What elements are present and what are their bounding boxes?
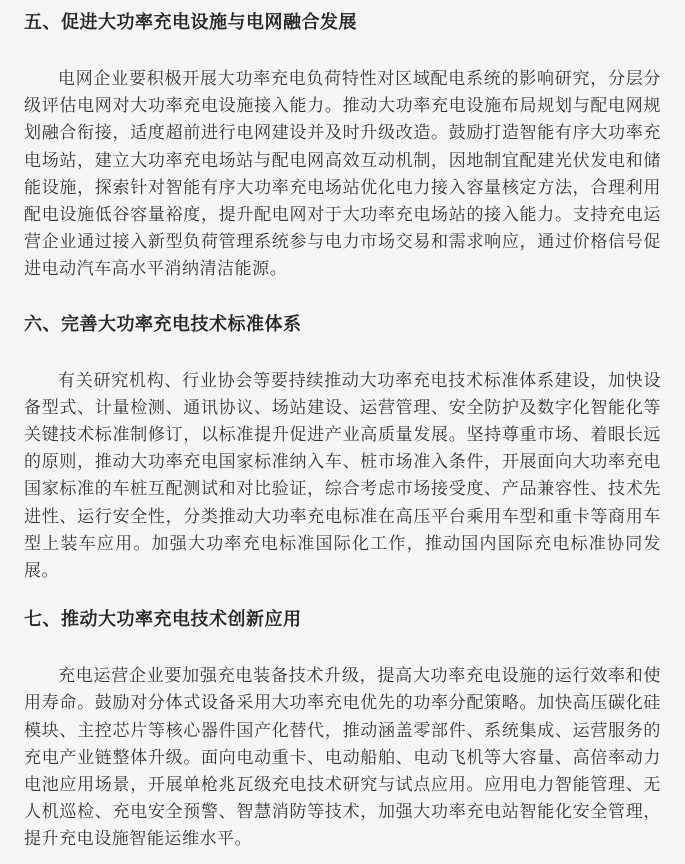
section-7-tech-innovation [24,606,661,852]
section-heading: 六、完善大功率充电技术标准体系 [24,313,302,334]
section-heading: 七、推动大功率充电技术创新应用 [24,609,302,630]
section-6-standards-system [24,311,661,585]
section-paragraph: 有关研究机构、行业协会等要持续推动大功率充电技术标准体系建设，加快设备型式、计量检测、通讯协议、场站建设、运营管理、安全防护及数字化智能化等关键技术标准制修订，以标准提升促进产业高质量发展。坚持尊重市场、着眼长远的原则，推动大功率充电国家标准纳入车、桩市场准入条件，开展面向大功率充电国家标准的车桩互配测试和对比验证，综合考虑市场接受度、产品兼容性、技术先进性、运行安全性，分类推动大功率充电标准在高压平台乘用车型和重卡等商用车型上装车应用。加强大功率充电标准国际化工作，推动国内国际充电标准协同发展。 [24,370,661,581]
section-paragraph: 充电运营企业要加强充电装备技术升级，提高大功率充电设施的运行效率和使用寿命。鼓励对分体式设备采用大功率充电优先的功率分配策略。加快高压碳化硅模块、主控芯片等核心器件国产化替代，推动涵盖零部件、系统集成、运营服务的充电产业链整体升级。面向电动重卡、电动船舶、电动飞机等大容量、高倍率动力电池应用场景，开展单枪兆瓦级充电技术研究与试点应用。应用电力智能管理、无人机巡检、充电安全预警、智慧消防等技术，加强大功率充电站智能化安全管理，提升充电设施智能运维水平。 [24,666,661,849]
section-5-grid-integration [24,9,661,283]
section-paragraph: 电网企业要积极开展大功率充电负荷特性对区域配电系统的影响研究，分层分级评估电网对大功率充电设施接入能力。推动大功率充电设施布局规划与配电网规划融合衔接，适度超前进行电网建设并及时升级改造。鼓励打造智能有序大功率充电场站，建立大功率充电场站与配电网高效互动机制，因地制宜配建光伏发电和储能设施，探索针对智能有序大功率充电场站优化电力接入容量核定方法，合理利用配电设施低谷容量裕度，提升配电网对于大功率充电场站的接入能力。支持充电运营企业通过接入新型负荷管理系统参与电力市场交易和需求响应，通过价格信号促进电动汽车高水平消纳清洁能源。 [24,69,661,279]
section-heading: 五、促进大功率充电设施与电网融合发展 [24,12,357,32]
document-page [0,9,685,864]
